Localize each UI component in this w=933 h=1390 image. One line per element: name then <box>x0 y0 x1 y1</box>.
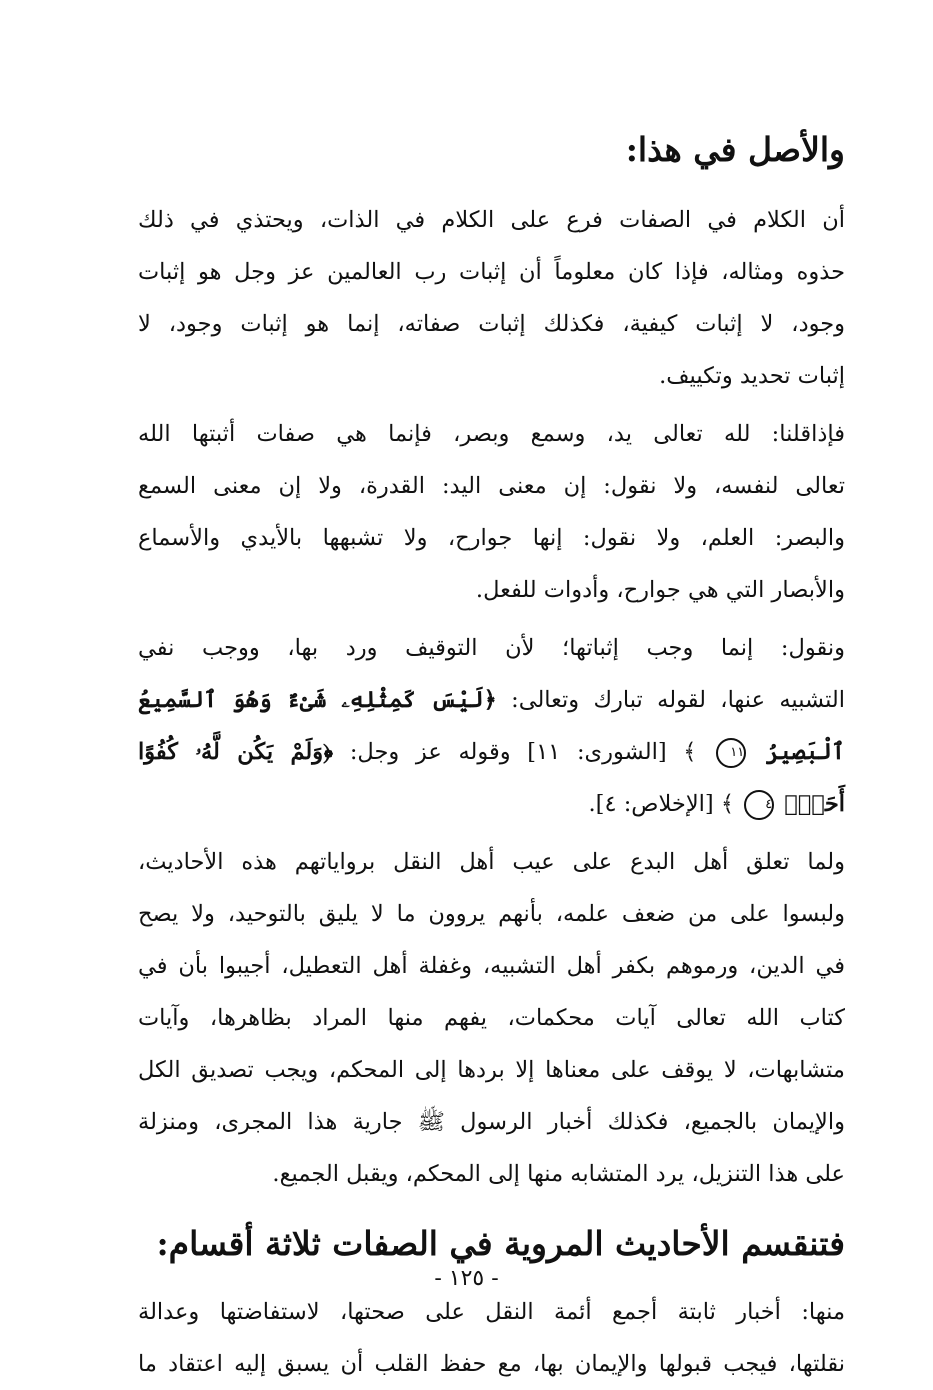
paragraph-1 <box>138 194 845 402</box>
quran-verse: ﴿وَلَمْ يَكُن لَّهُۥ كُفُوًا <box>138 739 334 765</box>
ayah-number-icon: ٤ <box>744 790 774 820</box>
paragraph-2 <box>138 408 845 616</box>
line-text: التشبيه عنها، لقوله تبارك وتعالى: <box>511 687 845 713</box>
text-line: على هذا التنزيل، يرد المتشابه منها إلى المحكم، ويقبل الجميع. <box>272 1161 845 1187</box>
text-line: فإذاقلنا: لله تعالى يد، وسمع وبصر، فإنما هي صفات أثبتها الله <box>138 421 845 447</box>
text-line: والإيمان بالجميع، فكذلك أخبار الرسول ﷺ جارية هذا المجرى، ومنزلة <box>138 1109 845 1135</box>
quran-verse: ٱلْبَصِيرُ <box>765 739 845 765</box>
verse-reference: ﴾ [الشورى: ١١] وقوله عز وجل: <box>349 739 697 765</box>
text-line: نقلتها، فيجب قبولها والإيمان بها، مع حفظ القلب أن يسبق إليه اعتقاد ما <box>138 1351 845 1377</box>
text-line: كتاب الله تعالى آيات محكمات، يفهم منها المراد بظاهرها، وآيات <box>138 1005 845 1031</box>
paragraph-4 <box>138 836 845 1200</box>
text-line: حذوه ومثاله، فإذا كان معلوماً أن إثبات رب العالمين عز وجل هو إثبات <box>138 259 845 285</box>
text-line: والأبصار التي هي جوارح، وأدوات للفعل. <box>475 577 845 603</box>
quran-verse: أَحَدٌۢ <box>784 791 845 817</box>
text-line: ولما تعلق أهل البدع على عيب أهل النقل برواياتهم هذه الأحاديث، <box>138 849 845 875</box>
text-line: ولبسوا على من ضعف علمه، بأنهم يروون ما لا يليق بالتوحيد، ولا يصح <box>138 901 845 927</box>
text-line: تعالى لنفسه، ولا نقول: إن معنى اليد: القدرة، ولا إن معنى السمع <box>138 473 845 499</box>
section-heading: فتنقسم الأحاديث المروية في الصفات ثلاثة أقسام: <box>156 1224 845 1263</box>
text-line <box>138 778 845 830</box>
text-line: منها: أخبار ثابتة أجمع أئمة النقل على صحتها، لاستفاضتها وعدالة <box>138 1299 845 1325</box>
text-line: وجود، لا إثبات كيفية، فكذلك إثبات صفاته، إنما هو إثبات وجود، لا <box>138 311 845 337</box>
text-line: والبصر: العلم، ولا نقول: إنها جوارح، ولا تشبهها بالأيدي والأسماع <box>138 525 845 551</box>
text-line: ونقول: إنما وجب إثباتها؛ لأن التوقيف ورد بها، ووجب نفي <box>138 635 845 661</box>
quran-verse: ﴿لَيْسَ كَمِثْلِهِۦ شَىْءٌ وَهُوَ ٱلسَّمِيعُ <box>138 687 497 713</box>
paragraph-3 <box>138 622 845 830</box>
text-line: متشابهات، لا يوقف على معناها إلا بردها إلى المحكم، ويجب تصديق الكل <box>138 1057 845 1083</box>
ayah-number-icon: ١١ <box>716 738 746 768</box>
section-heading: والأصل في هذا: <box>625 130 845 169</box>
text-line <box>138 726 845 778</box>
paragraph-5 <box>138 1286 845 1390</box>
verse-reference: ﴾ [الإخلاص: ٤]. <box>588 791 735 817</box>
text-line: في الدين، ورموهم بكفر أهل التشبيه، وغفلة أهل التعطيل، أجيبوا بأن في <box>138 953 845 979</box>
page-number: - ١٢٥ - <box>434 1266 499 1291</box>
text-line: إثبات تحديد وتكييف. <box>659 363 845 389</box>
text-line: أن الكلام في الصفات فرع على الكلام في الذات، ويحتذي في ذلك <box>138 207 845 233</box>
text-line <box>138 674 845 726</box>
